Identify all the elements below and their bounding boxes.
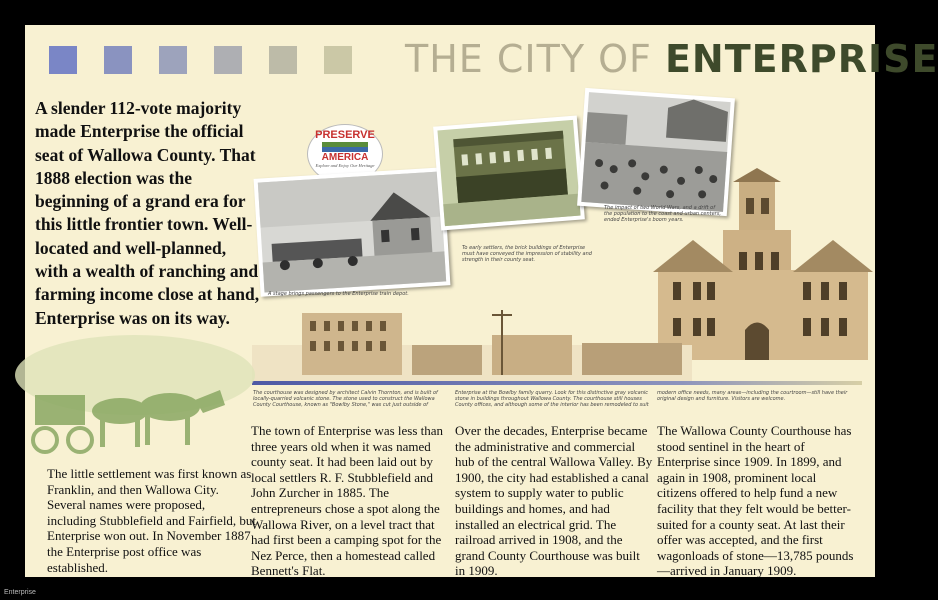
footer-label: Enterprise	[4, 589, 36, 596]
lead-paragraph: A slender 112-vote majority made Enterprise the official seat of Wallowa County. That 1888 election was the beginning of a grand era for this little frontier town. Well-located and well-planned, with a wealth of ranching and farming income close at hand, Enterprise was on its way.	[35, 98, 260, 328]
square-4	[214, 46, 242, 74]
square-6	[324, 46, 352, 74]
logo-tagline: Explore and Enjoy Our Heritage	[315, 163, 375, 168]
interpretive-panel	[25, 25, 938, 579]
caption-strip-2: Enterprise at the Bowlby family quarry. Look for this distinctive gray volcanic stone in buildings throughout Wallowa County. The courthouse still houses County offices, and although some of the interior has been remodeled to suit	[455, 390, 649, 408]
logo-text-america: AMERICA	[321, 152, 369, 163]
square-5	[269, 46, 297, 74]
brick-buildings-image	[437, 120, 580, 226]
caption-brick: To early settlers, the brick buildings of Enterprise must have conveyed the impression of stability and strength in their county seat.	[462, 245, 592, 263]
body-column-2: Over the decades, Enterprise became the administrative and commercial hub of the central Wallowa Valley. By 1900, the city had established a canal system to supply water to public buildings and homes, and had installed an electrical grid. The railroad arrived in 1908, and the grand County Courthouse was built in 1909.	[455, 423, 653, 579]
square-2	[104, 46, 132, 74]
square-3	[159, 46, 187, 74]
logo-flag	[322, 142, 368, 152]
body-column-3: The Wallowa County Courthouse has stood sentinel in the heart of Enterprise since 1909. In 1899, and again in 1908, prominent local citizens offered to help fund a new facility that they felt would be better-suited for a county seat. At last their offer was accepted, and the first wagonloads of stone—13,785 pounds—arrived in January 1909.	[657, 423, 854, 579]
square-1	[49, 46, 77, 74]
train-depot-image	[258, 172, 446, 293]
street-strip-illustration	[252, 305, 692, 381]
body-column-1: The town of Enterprise was less than three years old when it was named county seat. It had been laid out by local settlers R. F. Stubblefield and John Zurcher in 1885. The entrepreneurs chose a spot along the Wallowa River, on a level tract that had first been a camping spot for the Nez Perce, then a homestead called Bennett's Flat.	[251, 423, 444, 579]
horses-illustration	[25, 345, 247, 465]
caption-crowd: The impact of two World Wars, and a drift of the population to the coast and urban centers, ended Enterprise's boom years.	[604, 205, 721, 223]
caption-strip-1: The courthouse was designed by architect Calvin Thornton, and is built of locally-quarried volcanic stone. The stone used to construct the Wallowa County Courthouse, known as "Bowlby Stone," was cut just outside of	[253, 390, 438, 408]
title-light: THE CITY OF	[405, 37, 665, 81]
photo-brick-buildings	[433, 116, 585, 231]
page-title	[405, 37, 938, 81]
caption-strip-3: modern office needs, many areas—including the courtroom—still have their original design and furniture. Visitors are welcome.	[657, 390, 848, 402]
logo-text-preserve: PRESERVE	[315, 129, 375, 141]
photo-train-depot	[254, 167, 451, 296]
caption-train: A stage brings passengers to the Enterprise train depot.	[268, 291, 409, 297]
title-dark: ENTERPRISE	[664, 37, 938, 81]
blue-divider	[252, 381, 862, 385]
settlement-paragraph: The little settlement was first known as Franklin, and then Wallowa City. Several names were proposed, including Stubblefield and Fairfield, but Enterprise won out. In November 1887 the Enterprise post office was established.	[47, 466, 257, 575]
